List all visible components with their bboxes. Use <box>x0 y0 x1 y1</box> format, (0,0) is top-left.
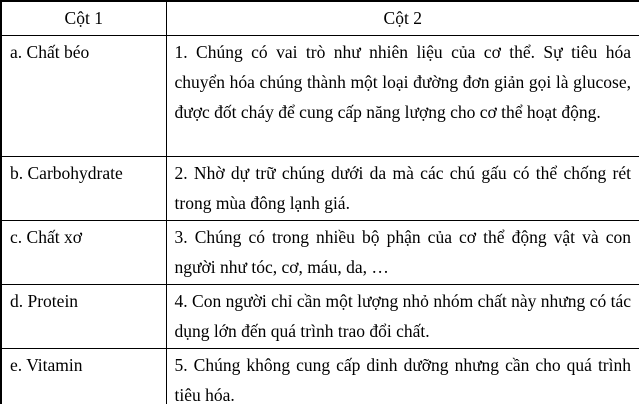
table-row <box>1 284 639 348</box>
table-row <box>1 156 639 220</box>
row-label: e. Vitamin <box>1 348 166 404</box>
row-label: d. Protein <box>1 284 166 348</box>
row-description: 4. Con người chỉ cần một lượng nhỏ nhóm chất này nhưng có tác dụng lớn đến quá trình trao đổi chất. <box>166 284 639 348</box>
table-row <box>1 220 639 284</box>
table-header-row <box>1 1 639 35</box>
row-description: 1. Chúng có vai trò như nhiên liệu của cơ thể. Sự tiêu hóa chuyển hóa chúng thành một loại đường đơn giản gọi là glucose, được đốt cháy để cung cấp năng lượng cho cơ thể hoạt động. <box>166 35 639 156</box>
row-label: b. Carbohydrate <box>1 156 166 220</box>
table-row <box>1 348 639 404</box>
row-description: 5. Chúng không cung cấp dinh dưỡng nhưng cần cho quá trình tiêu hóa. <box>166 348 639 404</box>
column-header-cot-2: Cột 2 <box>166 1 639 35</box>
column-header-cot-1: Cột 1 <box>1 1 166 35</box>
row-description: 2. Nhờ dự trữ chúng dưới da mà các chú gấu có thể chống rét trong mùa đông lạnh giá. <box>166 156 639 220</box>
row-label: a. Chất béo <box>1 35 166 156</box>
row-label: c. Chất xơ <box>1 220 166 284</box>
table-row <box>1 35 639 156</box>
row-description: 3. Chúng có trong nhiều bộ phận của cơ thể động vật và con người như tóc, cơ, máu, da, … <box>166 220 639 284</box>
